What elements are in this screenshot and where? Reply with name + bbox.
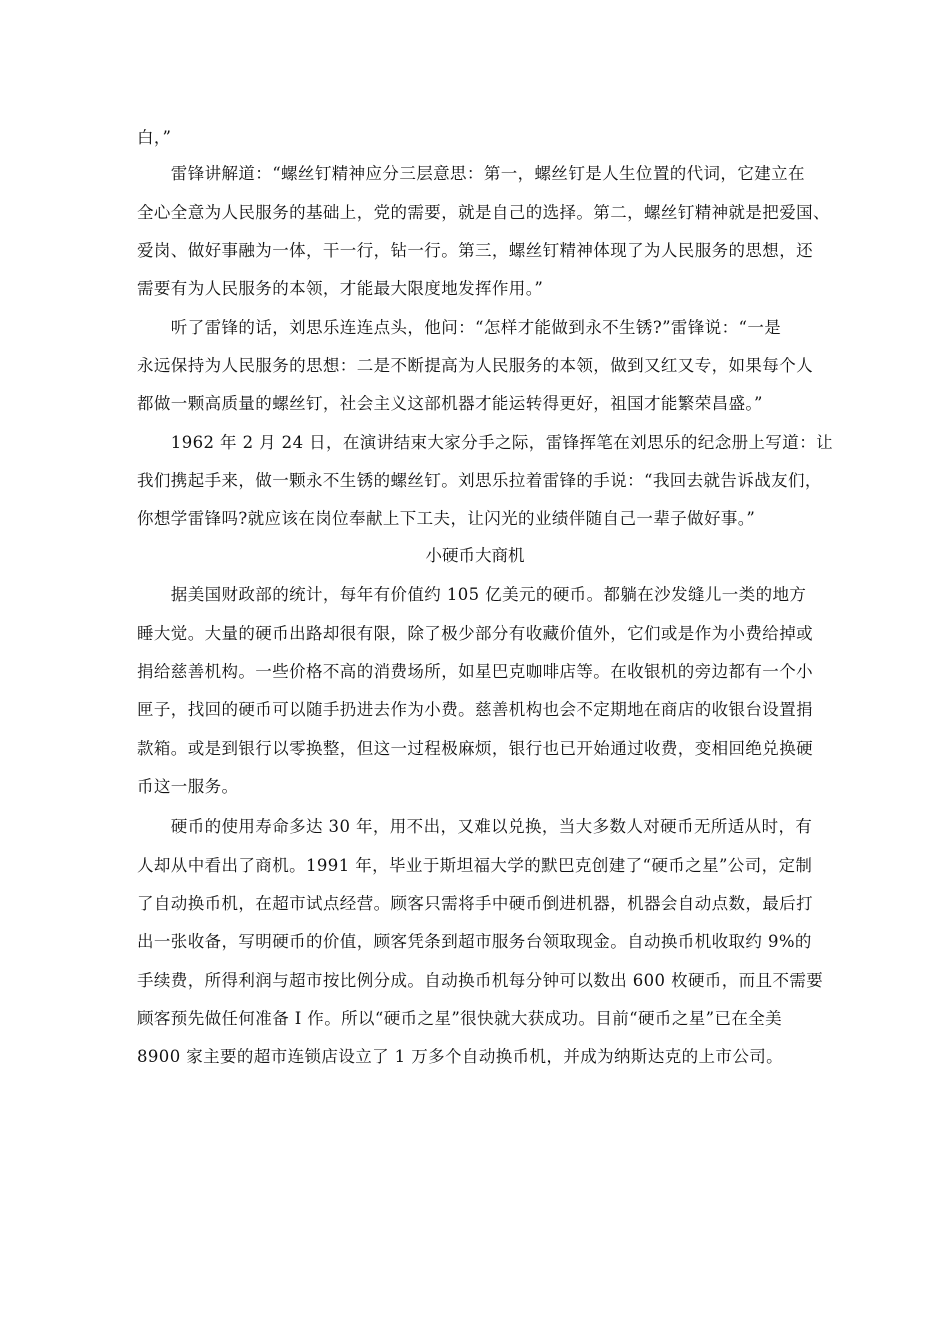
text-line: 爱岗、做好事融为一体，干一行，钻一行。第三，螺丝钉精神体现了为人民服务的思想，还 — [137, 241, 813, 260]
text-line: 我们携起手来，做一颗永不生锈的螺丝钉。刘思乐拉着雷锋的手说：“我回去就告诉战友们， — [137, 471, 822, 490]
section-title: 小硬币大商机 — [425, 546, 525, 565]
text-line: 睡大觉。大量的硬币出路却很有限，除了极少部分有收藏价值外，它们或是作为小费给掉或 — [137, 624, 813, 643]
text-line: 全心全意为人民服务的基础上，党的需要，就是自己的选择。第二，螺丝钉精神就是把爱国、 — [137, 203, 830, 222]
text-line: 需要有为人民服务的本领，才能最大限度地发挥作用。” — [137, 279, 544, 298]
text-line: 永远保持为人民服务的思想：二是不断提高为人民服务的本领，做到又红又专，如果每个人 — [137, 356, 813, 375]
text-line: 据美国财政部的统计，每年有价值约 105 亿美元的硬币。都躺在沙发缝儿一类的地方 — [137, 585, 807, 604]
text-line: 币这一服务。 — [137, 777, 239, 796]
text-line: 听了雷锋的话，刘思乐连连点头，他问：“怎样才能做到永不生锈?”雷锋说：“一是 — [137, 318, 782, 337]
text-line: 人却从中看出了商机。1991 年，毕业于斯坦福大学的默巴克创建了“硬币之星”公司，定制 — [137, 856, 813, 875]
text-line: 顾客预先做任何准备 I 作。所以“硬币之星”很快就大获成功。目前“硬币之星”已在全美 — [137, 1009, 783, 1028]
text-line: 8900 家主要的超市连锁店设立了 1 万多个自动换币机，并成为纳斯达克的上市公司。 — [137, 1047, 784, 1066]
text-line: 你想学雷锋吗?就应该在岗位奉献上下工夫，让闪光的业绩伴随自己一辈子做好事。” — [137, 509, 756, 528]
text-line: 匣子，找回的硬币可以随手扔进去作为小费。慈善机构也会不定期地在商店的收银台设置捐 — [137, 700, 813, 719]
text-line: 白，” — [137, 128, 172, 147]
text-line: 雷锋讲解道：“螺丝钉精神应分三层意思：第一，螺丝钉是人生位置的代词，它建立在 — [137, 164, 805, 183]
text-line: 出一张收备，写明硬币的价值，顾客凭条到超市服务台领取现金。自动换币机收取约 9%的 — [137, 932, 812, 951]
text-line: 款箱。或是到银行以零换整，但这一过程极麻烦，银行也已开始通过收费，变相回绝兑换硬 — [137, 739, 813, 758]
text-line: 1962 年 2 月 24 日，在演讲结束大家分手之际，雷锋挥笔在刘思乐的纪念册上写道：让 — [137, 433, 834, 452]
text-line: 都做一颗高质量的螺丝钉，社会主义这部机器才能运转得更好，祖国才能繁荣昌盛。” — [137, 394, 763, 413]
text-line: 了自动换币机，在超市试点经营。顾客只需将手中硬币倒进机器，机器会自动点数，最后打 — [137, 894, 813, 913]
text-line: 硬币的使用寿命多达 30 年，用不出，又难以兑换，当大多数人对硬币无所适从时，有 — [137, 817, 813, 836]
text-line: 捐给慈善机构。一些价格不高的消费场所，如星巴克咖啡店等。在收银机的旁边都有一个小 — [137, 662, 813, 681]
text-line: 手续费，所得利润与超市按比例分成。自动换币机每分钟可以数出 600 枚硬币，而且不需要 — [137, 971, 824, 990]
